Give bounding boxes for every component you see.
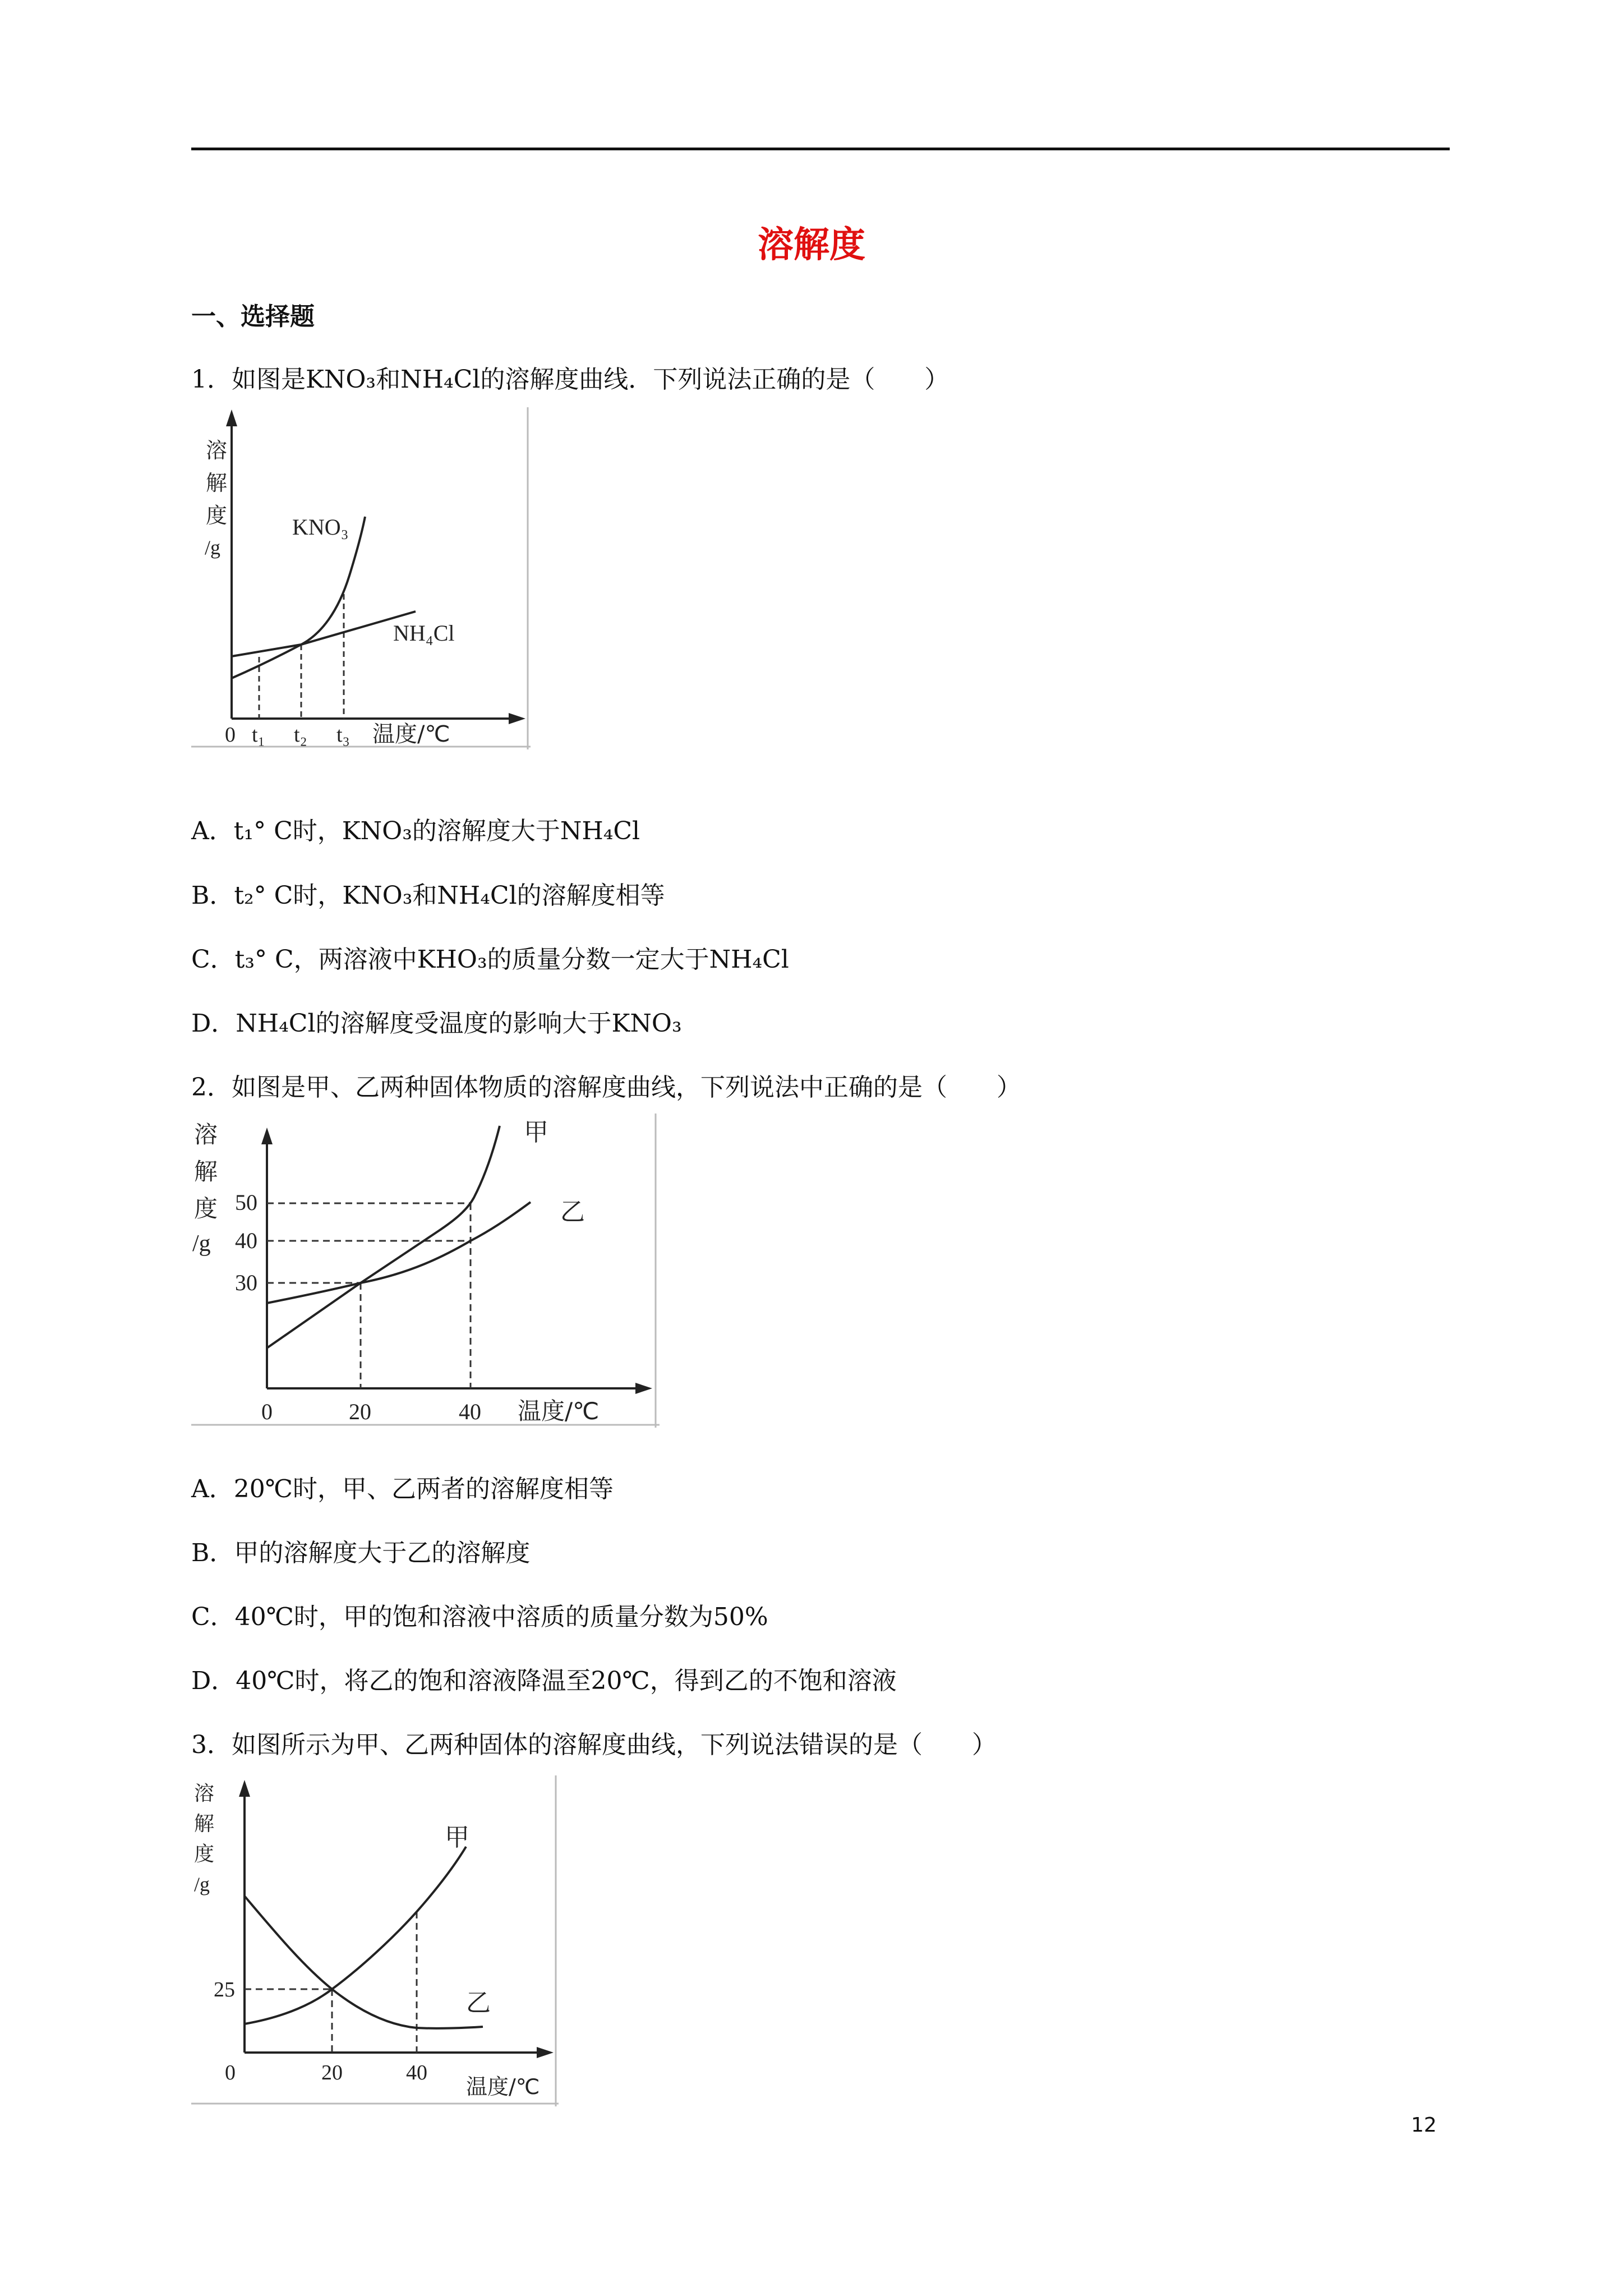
page-title: 溶解度 bbox=[758, 224, 865, 266]
origin-label: 0 bbox=[261, 1399, 273, 1424]
y-label-2: 解 bbox=[206, 471, 228, 495]
figure-2 bbox=[191, 1114, 660, 1428]
kno3-label: KNO₃ bbox=[292, 514, 349, 540]
x-axis-arrow bbox=[537, 2047, 554, 2058]
section-heading: 一、选择题 bbox=[191, 302, 315, 331]
question-1-stem: 1．如图是KNO₃和NH₄Cl的溶解度曲线．下列说法正确的是（ ） bbox=[191, 365, 949, 394]
origin-label: 0 bbox=[225, 2061, 236, 2085]
x-axis-arrow bbox=[635, 1383, 652, 1394]
question-3-stem: 3．如图所示为甲、乙两种固体的溶解度曲线，下列说法错误的是（ ） bbox=[191, 1731, 997, 1759]
y-label-1: 溶 bbox=[194, 1782, 215, 1805]
header-rule bbox=[191, 148, 1450, 150]
x-tick-t3: t₃ bbox=[336, 723, 350, 747]
y-axis-arrow bbox=[261, 1128, 273, 1144]
x-tick-40: 40 bbox=[406, 2061, 427, 2085]
yi-label: 乙 bbox=[466, 1989, 491, 2017]
y-tick-25: 25 bbox=[214, 1978, 235, 2001]
yi-curve bbox=[267, 1202, 531, 1303]
jia-curve bbox=[267, 1126, 500, 1348]
x-axis-label: 温度/℃ bbox=[372, 721, 450, 747]
question-1-option-c: C．t₃° C，两溶液中KHO₃的质量分数一定大于NH₄Cl bbox=[191, 945, 789, 974]
y-label-3: 度 bbox=[206, 503, 228, 528]
y-label-4: /g bbox=[192, 1231, 211, 1257]
x-tick-20: 20 bbox=[349, 1399, 371, 1424]
y-tick-50: 50 bbox=[235, 1190, 257, 1215]
question-2-option-b: B．甲的溶解度大于乙的溶解度 bbox=[191, 1539, 531, 1567]
x-tick-t1: t₁ bbox=[252, 723, 265, 747]
nh4cl-label: NH₄Cl bbox=[393, 620, 455, 646]
question-2-option-c: C．40℃时，甲的饱和溶液中溶质的质量分数为50% bbox=[191, 1603, 768, 1631]
figure-1 bbox=[191, 407, 531, 749]
y-tick-30: 30 bbox=[235, 1270, 257, 1295]
x-tick-t2: t₂ bbox=[294, 723, 307, 747]
yi-label: 乙 bbox=[560, 1198, 585, 1226]
y-tick-40: 40 bbox=[235, 1228, 257, 1253]
y-label-3: 度 bbox=[194, 1843, 215, 1866]
jia-label: 甲 bbox=[524, 1118, 548, 1147]
x-tick-20: 20 bbox=[321, 2061, 343, 2085]
y-axis-arrow bbox=[239, 1780, 250, 1797]
nh4cl-curve bbox=[232, 611, 416, 656]
x-tick-40: 40 bbox=[459, 1399, 481, 1424]
origin-label: 0 bbox=[225, 723, 236, 747]
question-2-option-a: A．20℃时，甲、乙两者的溶解度相等 bbox=[191, 1475, 614, 1503]
y-label-4: /g bbox=[194, 1873, 210, 1895]
y-label-1: 溶 bbox=[194, 1121, 218, 1148]
page-number: 12 bbox=[1411, 2114, 1437, 2137]
question-2-stem: 2．如图是甲、乙两种固体物质的溶解度曲线，下列说法中正确的是（ ） bbox=[191, 1073, 1021, 1102]
y-label-2: 解 bbox=[194, 1158, 218, 1185]
question-1-option-d: D．NH₄Cl的溶解度受温度的影响大于KNO₃ bbox=[191, 1009, 682, 1038]
question-1-option-b: B．t₂° C时，KNO₃和NH₄Cl的溶解度相等 bbox=[191, 881, 665, 910]
x-axis-label: 温度/℃ bbox=[518, 1397, 600, 1425]
y-label-2: 解 bbox=[194, 1812, 215, 1835]
y-label-1: 溶 bbox=[206, 438, 228, 463]
figure-3 bbox=[191, 1775, 559, 2106]
question-1-option-a: A．t₁° C时，KNO₃的溶解度大于NH₄Cl bbox=[191, 817, 640, 845]
x-axis-arrow bbox=[509, 713, 525, 724]
y-label-3: 度 bbox=[194, 1195, 218, 1222]
jia-label: 甲 bbox=[445, 1823, 469, 1852]
x-axis-label: 温度/℃ bbox=[466, 2074, 540, 2099]
question-2-option-d: D．40℃时，将乙的饱和溶液降温至20℃，得到乙的不饱和溶液 bbox=[191, 1667, 897, 1695]
y-label-4: /g bbox=[205, 536, 221, 559]
y-axis-arrow bbox=[226, 409, 237, 426]
